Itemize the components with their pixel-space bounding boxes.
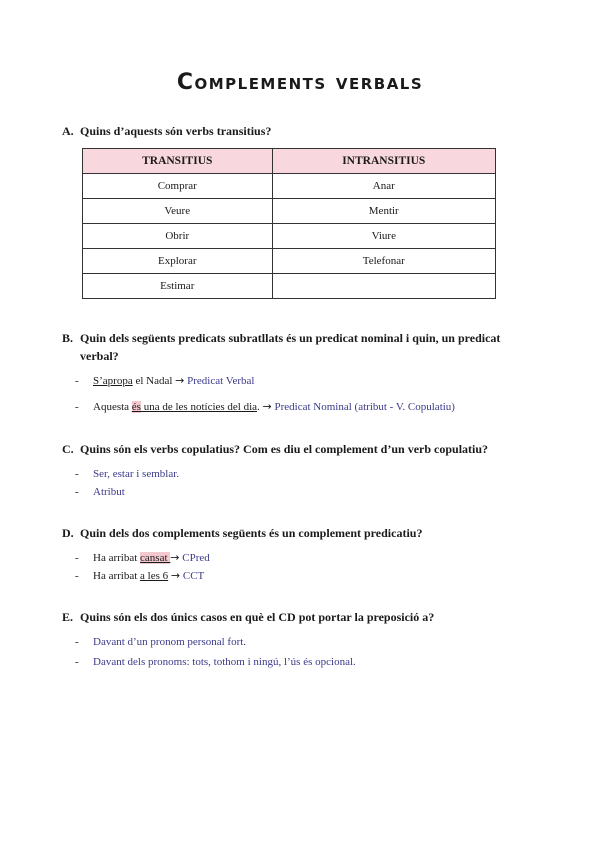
list-dash: -: [75, 375, 79, 387]
table-cell: Estimar: [83, 274, 273, 299]
answer-text: Predicat Nominal (atribut - V. Copulatiu): [274, 401, 455, 413]
answer-text: Atribut: [93, 486, 125, 498]
underlined-complement: a les 6: [140, 570, 169, 582]
question-c-text: Quins són els verbs copulatius? Com es diu el complement d’un verb copulatiu?: [80, 442, 489, 456]
sentence-rest: el Nadal: [132, 375, 173, 387]
highlighted-verb: és: [131, 401, 141, 413]
list-dash: -: [75, 486, 79, 498]
answer-text: Ser, estar i semblar.: [93, 468, 180, 480]
list-dash: -: [75, 656, 79, 668]
question-a-letter: A.: [62, 124, 74, 138]
question-d: [62, 524, 522, 542]
table-cell: Comprar: [83, 174, 273, 199]
underlined-predicate: una de les notícies del dia: [140, 401, 258, 413]
arrow-icon: →: [170, 551, 180, 564]
table-cell: [272, 274, 495, 299]
sentence-start: Aquesta: [93, 401, 132, 413]
answer-e2: [75, 655, 356, 669]
question-b-text-2: verbal?: [80, 349, 119, 363]
arrow-icon: →: [262, 400, 272, 413]
answer-text: CCT: [182, 570, 205, 582]
answer-text: Davant d’un pronom personal fort.: [93, 636, 247, 648]
answer-d1: [75, 551, 210, 565]
table-row: [83, 224, 496, 249]
table-row: [83, 199, 496, 224]
arrow-icon: →: [170, 569, 181, 582]
answer-text: Davant dels pronoms: tots, tothom i ningú, l’ús és opcional.: [93, 656, 356, 668]
list-dash: -: [75, 552, 79, 564]
table-row: [83, 274, 496, 299]
table-header-row: [83, 149, 496, 174]
answer-c1: [75, 467, 179, 481]
sentence-start: Ha arribat: [93, 570, 141, 582]
answer-d2: [75, 569, 204, 583]
question-b: [62, 329, 522, 365]
question-d-text: Quin dels dos complements següents és un complement predicatiu?: [80, 526, 423, 540]
answer-b1: [75, 374, 254, 388]
list-dash: -: [75, 468, 79, 480]
answer-b2: [75, 400, 455, 414]
table-cell: Mentir: [272, 199, 495, 224]
question-c: [62, 440, 522, 458]
underlined-complement: cansat: [140, 552, 171, 564]
table-row: [83, 249, 496, 274]
table-cell: Explorar: [83, 249, 273, 274]
question-e: [62, 608, 522, 626]
answer-c2: [75, 485, 125, 499]
question-e-text: Quins són els dos únics casos en què el CD pot portar la preposició a?: [80, 610, 435, 624]
header-transitius: TRANSITIUS: [83, 149, 273, 174]
table-cell: Telefonar: [272, 249, 495, 274]
question-b-text-1: Quin dels següents predicats subratllats és un predicat nominal i quin, un predicat: [80, 331, 501, 345]
table-row: [83, 174, 496, 199]
table-cell: Viure: [272, 224, 495, 249]
page-title: Complements verbals: [176, 70, 424, 95]
answer-text: Predicat Verbal: [187, 375, 255, 387]
list-dash: -: [75, 636, 79, 648]
question-a-text: Quins d’aquests són verbs transitius?: [80, 124, 272, 138]
table-cell: Veure: [83, 199, 273, 224]
question-a: [62, 122, 522, 140]
question-b-letter: B.: [62, 331, 74, 345]
question-e-letter: E.: [62, 610, 74, 624]
answer-text: CPred: [182, 552, 210, 564]
list-dash: -: [75, 401, 79, 413]
list-dash: -: [75, 570, 79, 582]
sentence-start: Ha arribat: [93, 552, 141, 564]
answer-e1: [75, 635, 246, 649]
question-c-letter: C.: [62, 442, 74, 456]
arrow-icon: →: [175, 374, 185, 387]
sentence-rest: .: [257, 401, 260, 413]
verbs-table: [82, 148, 496, 299]
table-cell: Anar: [272, 174, 495, 199]
question-d-letter: D.: [62, 526, 74, 540]
table-cell: Obrir: [83, 224, 273, 249]
header-intransitius: INTRANSITIUS: [272, 149, 495, 174]
underlined-predicate: S’apropa: [93, 375, 133, 387]
